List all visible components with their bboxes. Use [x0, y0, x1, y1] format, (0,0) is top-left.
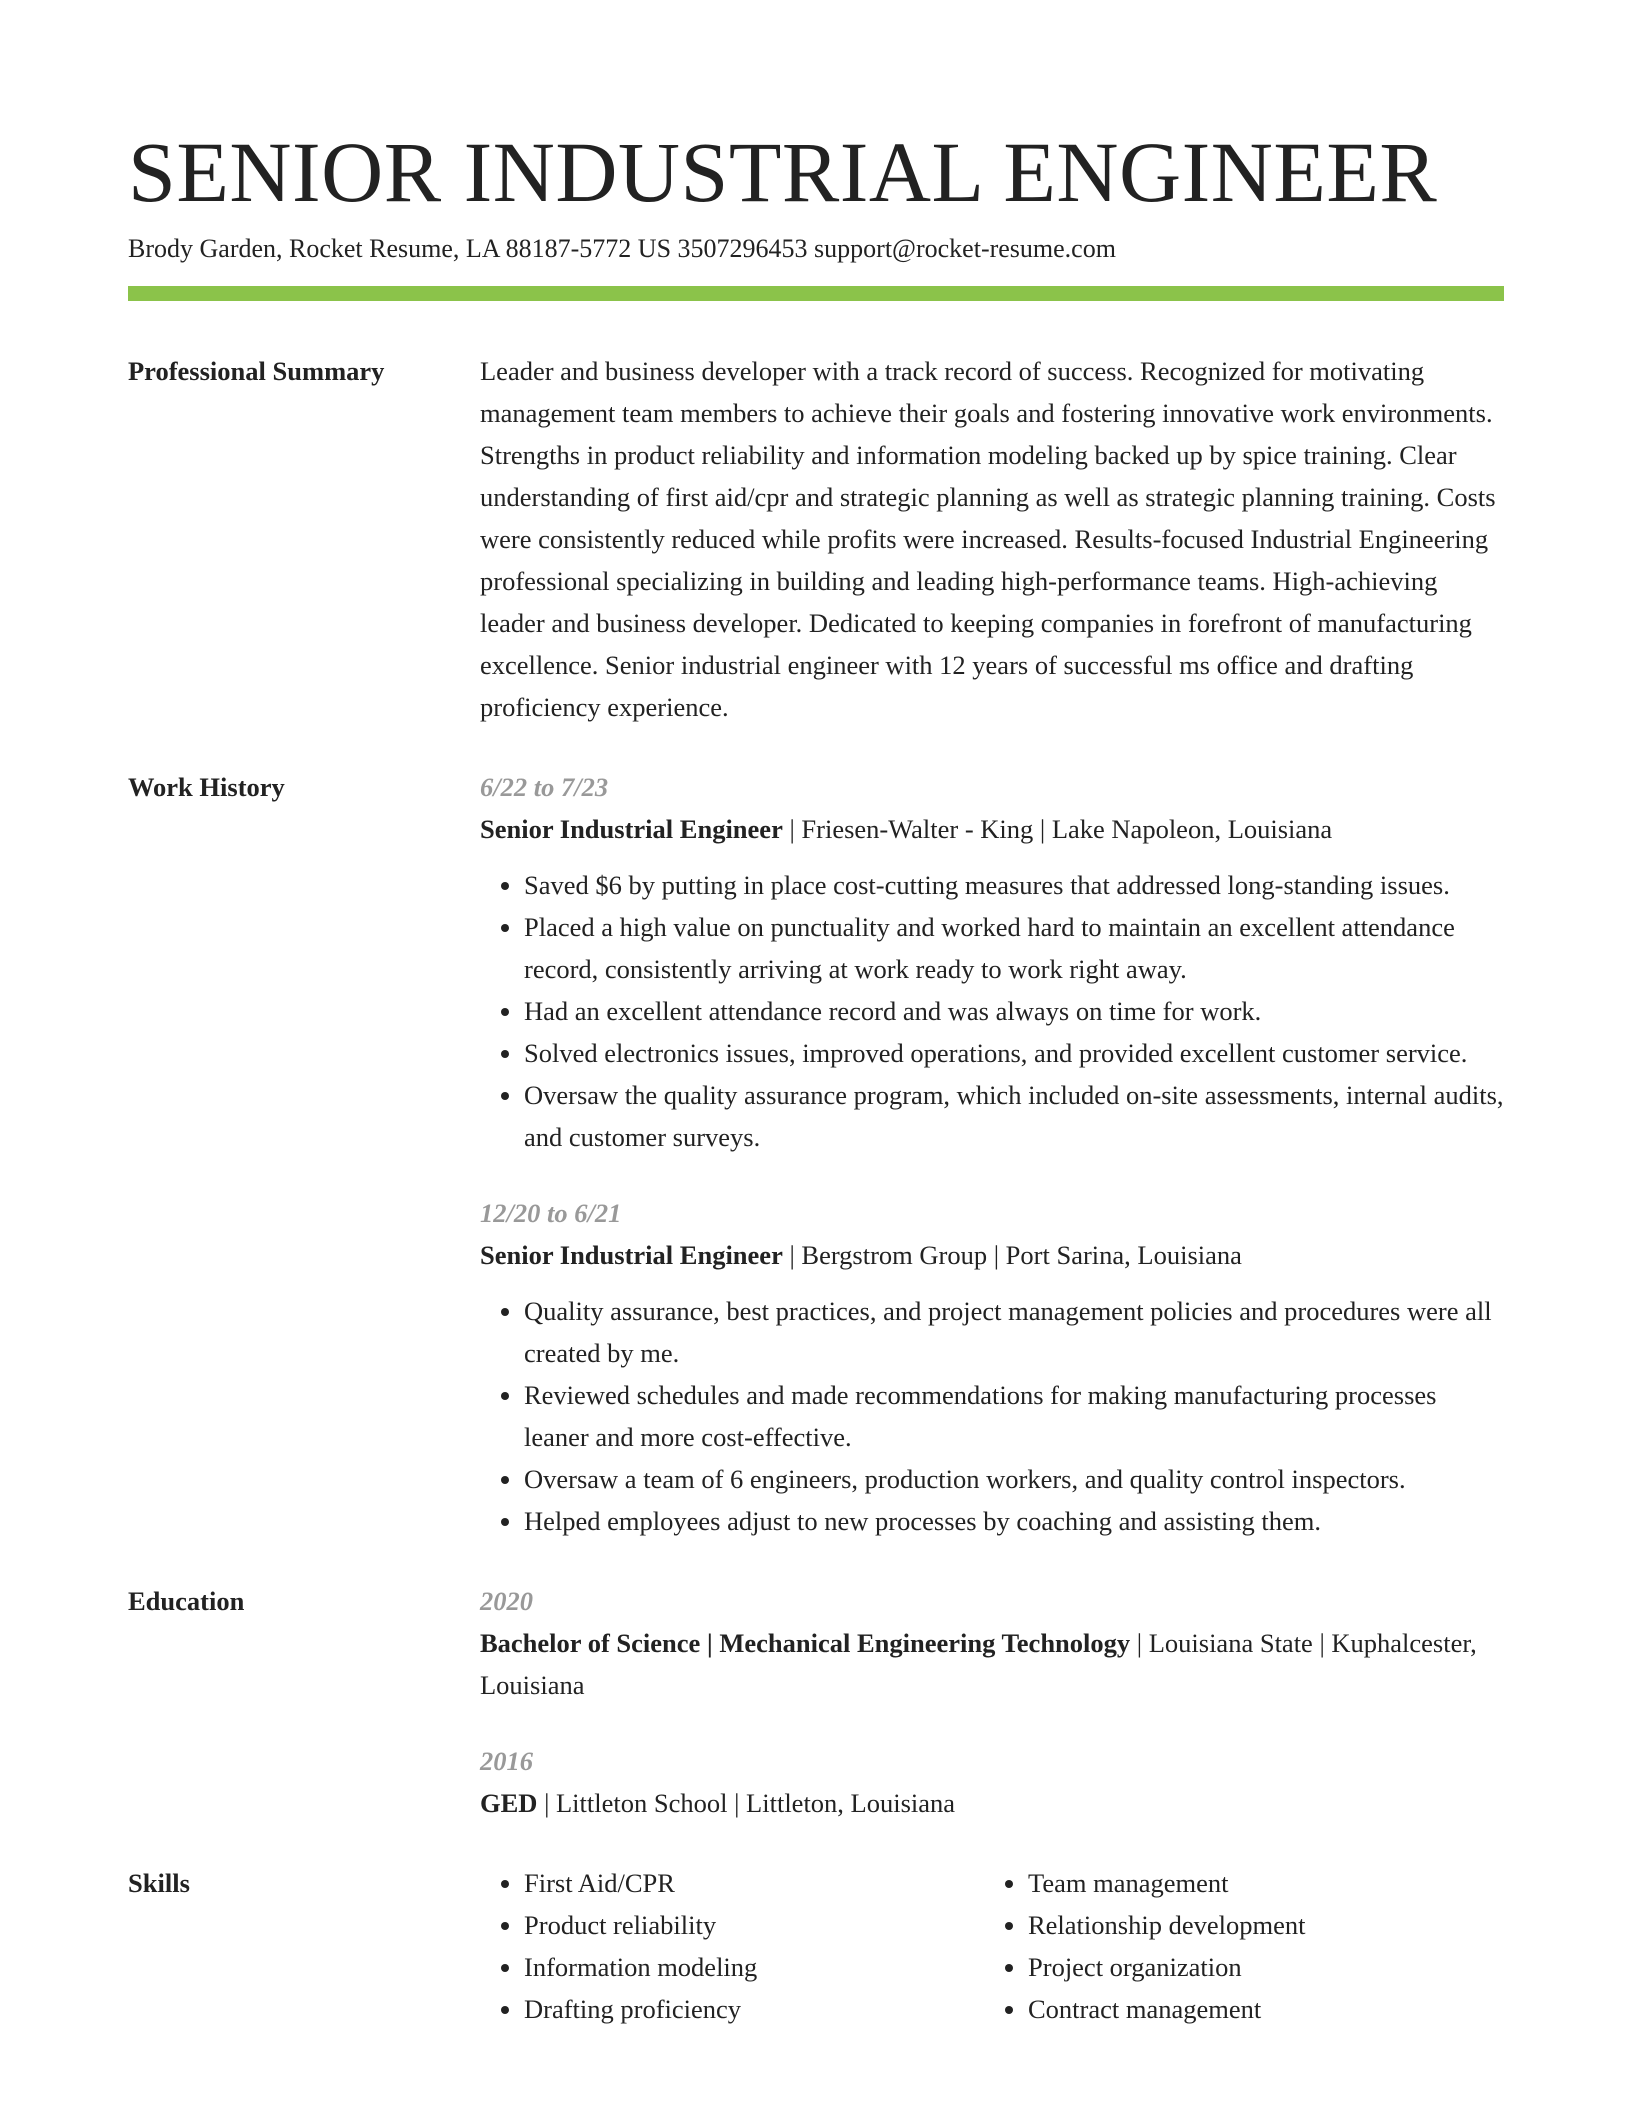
job-entry [480, 1192, 1504, 1542]
job-bullets [480, 864, 1504, 1158]
job-heading [480, 1234, 1504, 1276]
work-history-body [480, 766, 1504, 1542]
entry-gap [480, 1158, 1504, 1192]
skills-columns [480, 1862, 1504, 2030]
education-details: | Louisiana State | Kuphalcester, Louisiana [480, 1628, 1477, 1700]
list-item: • Oversaw the quality assurance program, which included on-site assessments, internal audits, and customer surveys. [524, 1074, 1504, 1158]
summary-body [480, 350, 1504, 728]
skill-item: • Drafting proficiency [524, 1988, 984, 2030]
work-history-section [128, 766, 1504, 1542]
summary-section [128, 350, 1504, 728]
list-item: • Reviewed schedules and made recommendations for making manufacturing processes leaner and more cost-effective. [524, 1374, 1504, 1458]
summary-text: Leader and business developer with a track record of success. Recognized for motivating management team members to achieve their goals and fostering innovative work environments. Strengths in product reliability and information modeling backed up by spice training. Clear understanding of first aid/cpr and strategic planning as well as strategic planning training. Costs were consistently reduced while profits were increased. Results-focused Industrial Engineering professional specializing in building and leading high-performance teams. High-achieving leader and business developer. Dedicated to keeping companies in forefront of manufacturing excellence. Senior industrial engineer with 12 years of successful ms office and drafting proficiency experience. [480, 356, 1496, 722]
skill-item: • First Aid/CPR [524, 1862, 984, 1904]
skill-item: • Project organization [1028, 1946, 1488, 1988]
job-title: Senior Industrial Engineer [480, 814, 783, 844]
job-bullets [480, 1290, 1504, 1542]
skill-item: • Information modeling [524, 1946, 984, 1988]
skill-item: • Product reliability [524, 1904, 984, 1946]
list-item: • Solved electronics issues, improved operations, and provided excellent customer service. [524, 1032, 1504, 1074]
job-dates: 12/20 to 6/21 [480, 1198, 622, 1228]
page-title: SENIOR INDUSTRIAL ENGINEER [128, 124, 1438, 220]
resume-sections [128, 350, 1504, 2030]
section-label: Education [128, 1586, 245, 1616]
skill-item: • Team management [1028, 1862, 1488, 1904]
entry-gap [480, 1706, 1504, 1740]
contact-line: Brody Garden, Rocket Resume, LA 88187-5772 US 3507296453 support@rocket-resume.com [128, 234, 1116, 263]
header-divider [128, 286, 1504, 301]
skill-item: • Contract management [1028, 1988, 1488, 2030]
education-year: 2016 [480, 1746, 533, 1776]
job-title: Senior Industrial Engineer [480, 1240, 783, 1270]
job-details: | Bergstrom Group | Port Sarina, Louisiana [782, 1240, 1242, 1270]
skills-section [128, 1862, 1504, 2030]
section-label: Work History [128, 772, 285, 802]
list-item: • Oversaw a team of 6 engineers, production workers, and quality control inspectors. [524, 1458, 1504, 1500]
job-details: | Friesen-Walter - King | Lake Napoleon, Louisiana [782, 814, 1333, 844]
section-gap [128, 1542, 1504, 1580]
section-label: Professional Summary [128, 356, 385, 386]
education-year: 2020 [480, 1586, 533, 1616]
job-heading [480, 808, 1504, 850]
skills-body [480, 1862, 1504, 2030]
degree: GED [480, 1788, 538, 1818]
list-item: • Saved $6 by putting in place cost-cutting measures that addressed long-standing issues. [524, 864, 1504, 906]
skills-list-right [984, 1862, 1488, 2030]
education-details: | Littleton School | Littleton, Louisiana [537, 1788, 956, 1818]
skill-item: • Relationship development [1028, 1904, 1488, 1946]
job-dates: 6/22 to 7/23 [480, 772, 609, 802]
section-gap [128, 728, 1504, 766]
education-body [480, 1580, 1504, 1824]
list-item: • Quality assurance, best practices, and project management policies and procedures were all created by me. [524, 1290, 1504, 1374]
education-heading [480, 1622, 1504, 1706]
education-entry [480, 1580, 1504, 1706]
education-heading [480, 1782, 1504, 1824]
degree: Bachelor of Science | Mechanical Engineering Technology [480, 1628, 1131, 1658]
list-item: • Helped employees adjust to new processes by coaching and assisting them. [524, 1500, 1504, 1542]
education-section [128, 1580, 1504, 1824]
education-entry [480, 1740, 1504, 1824]
skills-list-left [480, 1862, 984, 2030]
section-gap [128, 1824, 1504, 1862]
section-label: Skills [128, 1868, 190, 1898]
list-item: • Had an excellent attendance record and was always on time for work. [524, 990, 1504, 1032]
job-entry [480, 766, 1504, 1158]
list-item: • Placed a high value on punctuality and worked hard to maintain an excellent attendance record, consistently arriving at work ready to work right away. [524, 906, 1504, 990]
